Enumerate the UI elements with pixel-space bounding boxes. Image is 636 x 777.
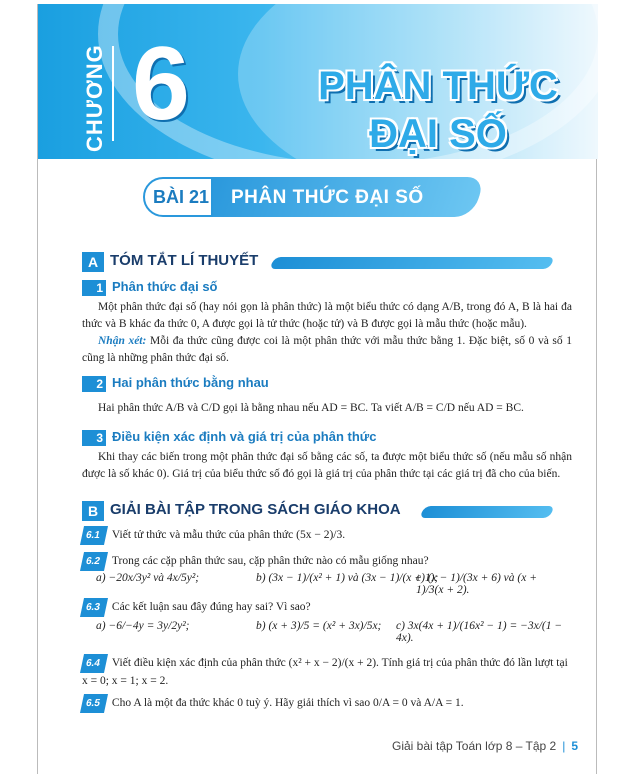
exercise-6-3: 6.3 Các kết luận sau đây đúng hay sai? Vì sao?: [82, 598, 572, 617]
exercise-6-2: 6.2 Trong các cặp phân thức sau, cặp phân thức nào có mẫu giống nhau?: [82, 552, 572, 571]
exercise-tag: 6.4: [80, 654, 108, 673]
exercise-6-1: 6.1 Viết tử thức và mẫu thức của phân thức (5x − 2)/3.: [82, 526, 572, 545]
sub2-title: Hai phân thức bằng nhau: [112, 375, 269, 390]
section-a-title: TÓM TẮT LÍ THUYẾT: [110, 252, 259, 269]
exercise-tag: 6.3: [80, 598, 108, 617]
lesson-tag: BÀI 21: [143, 177, 213, 217]
exercise-tag: 6.1: [80, 526, 108, 545]
section-a-badge: A: [82, 252, 104, 272]
footer-title: Giải bài tập Toán lớp 8 – Tập 2: [391, 739, 557, 753]
lesson-title: PHÂN THỨC ĐẠI SỐ: [231, 187, 424, 208]
chapter-number: 6: [132, 26, 190, 142]
option-c: c) (x − 1)/(3x + 6) và (x + 1)/3(x + 2).: [416, 572, 537, 596]
chapter-banner: [38, 4, 598, 159]
page: [37, 4, 597, 774]
exercise-6-4: 6.4 Viết điều kiện xác định của phân thức (x² + x − 2)/(x + 2). Tính giá trị của phân thức đó lần lượt tại x = 0; x = 1; x = 2.: [82, 654, 572, 690]
page-number: 5: [571, 739, 578, 753]
exercise-6-5: 6.5 Cho A là một đa thức khác 0 tuỳ ý. Hãy giải thích vì sao 0/A = 0 và A/A = 1.: [82, 694, 572, 713]
section-b-badge: B: [82, 501, 104, 521]
chapter-title: PHÂN THỨC ĐẠI SỐ: [318, 64, 558, 156]
sub3-badge: 3: [82, 430, 106, 446]
sub2-badge: 2: [82, 376, 106, 392]
note-label: Nhận xét:: [98, 335, 147, 347]
sub1-badge: 1: [82, 280, 106, 296]
section-b-header: [82, 500, 572, 522]
section-b-title: GIẢI BÀI TẬP TRONG SÁCH GIÁO KHOA: [110, 501, 401, 518]
sub2-text: Hai phân thức A/B và C/D gọi là bằng nhau nếu AD = BC. Ta viết A/B = C/D nếu AD = BC.: [98, 402, 524, 414]
banner-divider: [112, 46, 114, 141]
note-text: Mỗi đa thức cũng được coi là một phân thức với mẫu thức bằng 1. Đặc biệt, số 0 và số 1 cũng là những phân thức đại số.: [82, 335, 573, 364]
footer-separator: |: [562, 739, 566, 753]
section-b-line: [419, 506, 555, 518]
sub3-text: Khi thay các biến trong một phân thức đại số bằng các số, ta được một biểu thức số (nếu mẫu số nhận được là số khác 0). Giá trị của biểu thức số đó gọi là giá trị của phân thức tại các giá trị đã cho của biến.: [82, 451, 572, 480]
section-a-header: [82, 251, 572, 273]
option-b: b) (3x − 1)/(x² + 1) và (3x − 1)/(x + 1);: [256, 572, 439, 584]
sub1-text: Một phân thức đại số (hay nói gọn là phân thức) là một biểu thức có dạng A/B, trong đó A, B là hai đa thức và B khác đa thức 0, A được gọi là tử thức (hoặc tử) và B được gọi là mẫu thức (hoặc mẫu). Nhận xét: Mỗi đa thức cũng được coi là một phân thức với mẫu thức bằng 1. Đặc biệt, số 0 và số 1 cũng là những phân thức đại số.: [82, 301, 573, 364]
sub1-title: Phân thức đại số: [112, 279, 218, 294]
option-a: a) −6/−4y = 3y/2y²;: [96, 620, 190, 632]
chapter-word: CHƯƠNG: [82, 44, 107, 152]
lesson-title-bar: [143, 177, 483, 217]
exercise-tag: 6.5: [80, 694, 108, 713]
page-footer: [338, 739, 578, 753]
option-c: c) 3x(4x + 1)/(16x² − 1) = −3x/(1 − 4x).: [396, 620, 563, 644]
option-b: b) (x + 3)/5 = (x² + 3x)/5x;: [256, 620, 382, 632]
exercise-tag: 6.2: [80, 552, 108, 571]
section-a-line: [269, 257, 555, 269]
option-a: a) −20x/3y² và 4x/5y²;: [96, 572, 200, 584]
sub3-title: Điều kiện xác định và giá trị của phân thức: [112, 429, 377, 444]
